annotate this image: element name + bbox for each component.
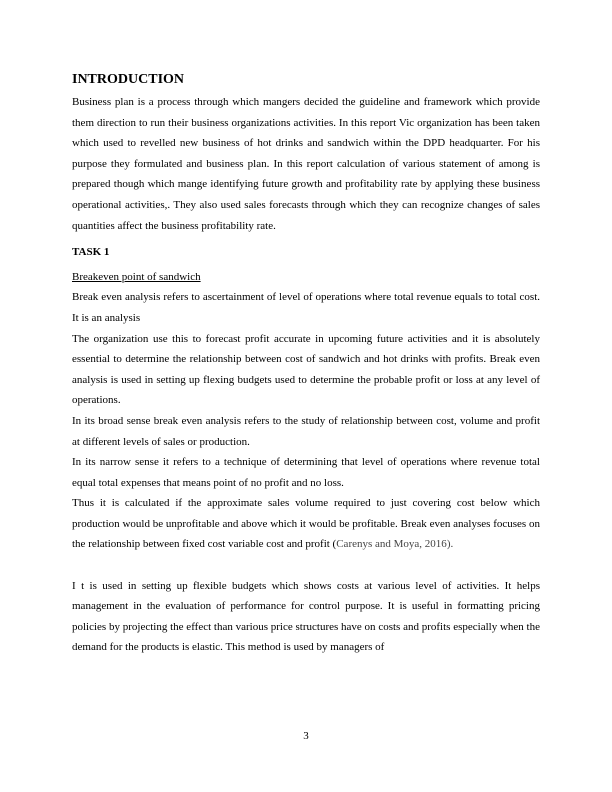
paragraph-narrow-sense: In its narrow sense it refers to a technique of determining that level of operations where revenue total equal total expenses that means point of no profit and no loss. bbox=[72, 456, 540, 489]
thus-text: Thus it is calculated if the approximate sales volume required to just covering cost below which production would be unprofitable and above which it would be profitable. Break even analyses focuses on the relationship between fixed cost variable cost and profit ( bbox=[72, 497, 540, 551]
paragraph-flexible-budgets: I t is used in setting up flexible budgets which shows costs at various level of activities. It helps management in the evaluation of performance for control purpose. It is useful in formatting pricing policies by projecting the effect than various price structures have on costs and profits especially when the demand for the products is elastic. This method is used by managers of bbox=[72, 579, 540, 654]
blank-line bbox=[72, 555, 540, 576]
document-page bbox=[72, 72, 540, 658]
intro-paragraph: Business plan is a process through which mangers decided the guideline and framework which provide them direction to run their business organizations activities. In this report Vic organization has been taken which used to revelled new business of hot drinks and sandwich within the DPD headquarter. For his purpose they formulated and business plan. In this report calculation of various statement of among is prepared though which mange identifying future growth and profitability rate by applying these business operational activities,. They also used sales forecasts through which they can recognize changes of sales quantities affect the business profitability rate. bbox=[72, 96, 540, 232]
subheading: Breakeven point of sandwich bbox=[72, 270, 201, 283]
paragraph-forecast: The organization use this to forecast profit accurate in upcoming future activities and it is absolutely essential to determine the relationship between cost of sandwich and hot drinks with profits. Break even analysis is used in setting up flexing budgets used to determine the probable profit or loss at any level of operations. bbox=[72, 332, 540, 407]
task-title: TASK 1 bbox=[72, 246, 110, 259]
page-heading: INTRODUCTION bbox=[72, 72, 185, 87]
paragraph-broad-sense: In its broad sense break even analysis refers to the study of relationship between cost, volume and profit at different levels of sales or production. bbox=[72, 414, 540, 448]
citation: Carenys and Moya, 2016 bbox=[336, 538, 447, 551]
paragraph-breakeven-def: Break even analysis refers to ascertainment of level of operations where total revenue equals to total cost. It is an analysis bbox=[72, 291, 540, 324]
paragraph-thus bbox=[72, 493, 540, 555]
citation-close: ). bbox=[446, 538, 454, 551]
page-number: 3 bbox=[303, 730, 309, 742]
